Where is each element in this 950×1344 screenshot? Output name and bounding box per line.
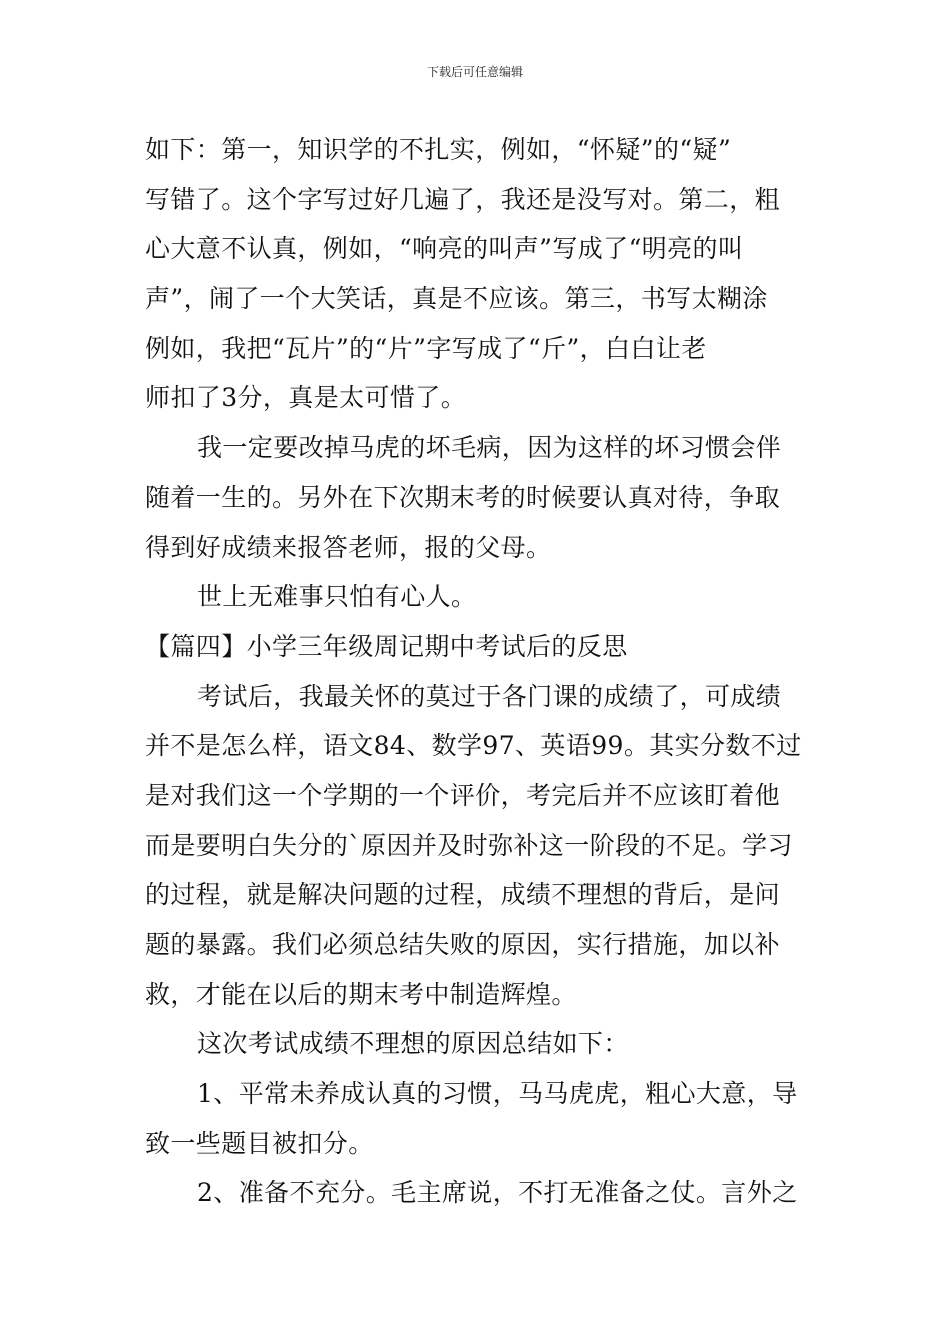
text-line: 例如，我把“瓦片”的“片”字写成了“斤”，白白让老 — [145, 333, 707, 363]
text-line: 世上无难事只怕有心人。 — [197, 582, 477, 612]
text-line: 1、平常未养成认真的习惯，马马虎虎，粗心大意，导 — [197, 1079, 798, 1109]
text-line: 我一定要改掉马虎的坏毛病，因为这样的坏习惯会伴 — [197, 433, 782, 463]
section-heading: 【篇四】小学三年级周记期中考试后的反思 — [145, 631, 628, 661]
text-line: 随着一生的。另外在下次期末考的时候要认真对待，争取 — [145, 482, 781, 512]
text-line: 心大意不认真，例如，“响亮的叫声”写成了“明亮的叫 — [145, 234, 744, 264]
text-line: 并不是怎么样，语文84、数学97、英语99。其实分数不过 — [145, 731, 802, 761]
text-line: 救，才能在以后的期末考中制造辉煌。 — [145, 979, 577, 1009]
text-line: 声”，闹了一个大笑话，真是不应该。第三，书写太糊涂 — [145, 284, 768, 314]
text-line: 致一些题目被扣分。 — [145, 1128, 374, 1158]
text-line: 写错了。这个字写过好几遍了，我还是没写对。第二，粗 — [145, 184, 781, 214]
text-line: 得到好成绩来报答老师，报的父母。 — [145, 532, 552, 562]
text-line: 考试后，我最关怀的莫过于各门课的成绩了，可成绩 — [197, 681, 782, 711]
text-line: 2、准备不充分。毛主席说，不打无准备之仗。言外之 — [197, 1178, 798, 1208]
text-line: 是对我们这一个学期的一个评价，考完后并不应该盯着他 — [145, 780, 781, 810]
document-body — [145, 125, 810, 1218]
text-line: 的过程，就是解决问题的过程，成绩不理想的背后，是问 — [145, 880, 781, 910]
text-line: 题的暴露。我们必须总结失败的原因，实行措施，加以补 — [145, 930, 781, 959]
text-line: 而是要明白失分的`原因并及时弥补这一阶段的不足。学习 — [145, 830, 793, 860]
text-line: 如下：第一，知识学的不扎实，例如，“怀疑”的“疑” — [145, 135, 732, 164]
text-line: 师扣了3分，真是太可惜了。 — [145, 383, 467, 413]
page-header-note: 下载后可任意编辑 — [426, 65, 523, 79]
text-line: 这次考试成绩不理想的原因总结如下： — [197, 1029, 629, 1059]
